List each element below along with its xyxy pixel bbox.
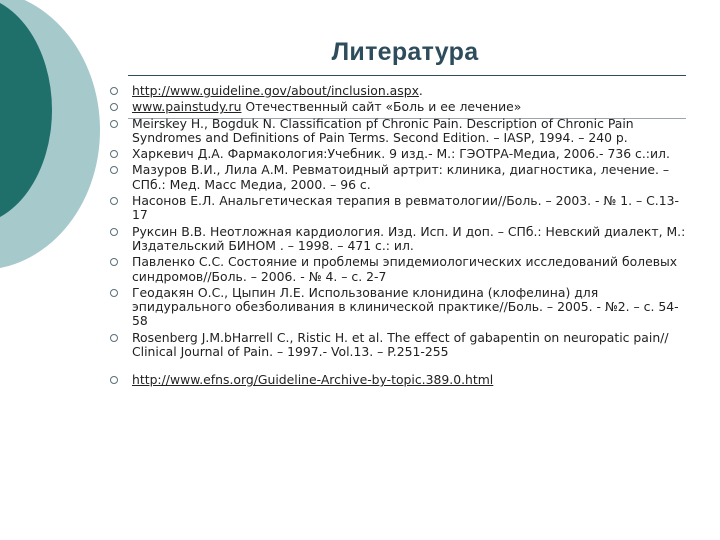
reference-item [110,100,690,114]
reference-list [110,84,690,390]
bullet-icon [110,228,118,236]
reference-text: Руксин В.В. Неотложная кардиология. Изд. Исп. И доп. – СПб.: Невский диалект, М.: Издательский БИНОМ . – 1998. – 471 с.: ил. [132,223,686,253]
bullet-icon [110,258,118,266]
reference-item [110,225,690,254]
bullet-icon [110,197,118,205]
title-divider [128,75,686,76]
bullet-icon [110,289,118,297]
reference-link[interactable]: http://www.efns.org/Guideline-Archive-by-topic.389.0.html [132,372,494,388]
reference-item [110,194,690,223]
reference-item [110,163,690,192]
bullet-icon [110,166,118,174]
reference-link[interactable]: www.painstudy.ru [132,99,242,115]
reference-item [110,255,690,284]
reference-text: Насонов Е.Л. Анальгетическая терапия в ревматологии//Боль. – 2003. - № 1. – С.13-17 [132,193,679,223]
reference-text: Геодакян О.С., Цыпин Л.Е. Использование клонидина (клофелина) для эпидурального обезболивания в клинической практике//Боль. – 2005. - №2. – с. 54-58 [132,284,679,329]
reference-item [110,147,690,161]
bullet-icon [110,103,118,111]
reference-link[interactable]: http://www.guideline.gov/about/inclusion.aspx [132,83,419,98]
page-title: Литература [331,38,479,66]
reference-item [110,286,690,329]
reference-item [110,84,690,98]
reference-text: Харкевич Д.А. Фармакология:Учебник. 9 изд.- М.: ГЭОТРА-Медиа, 2006.- 736 с.:ил. [132,146,670,162]
bullet-icon [110,120,118,128]
reference-text: . [418,83,423,98]
bullet-icon [110,150,118,158]
bullet-icon [110,334,118,342]
reference-text: Отечественный сайт «Боль и ее лечение» [241,99,522,115]
reference-text: Мазуров В.И., Лила А.М. Ревматоидный артрит: клиника, диагностика, лечение. – СПб.: Мед. Масс Медиа, 2000. – 96 с. [132,162,670,192]
reference-item [110,373,690,387]
reference-text: Rosenberg J.M.bHarrell C., Ristic H. et al. The effect of gabapentin on neuropatic pain// Clinical Journal of Pain. – 1997.- Vol.13. – P.251-255 [132,329,669,360]
reference-item [110,331,690,360]
reference-text: Павленко С.С. Состояние и проблемы эпидемиологических исследований болевых синдромов//Боль. – 2006. - № 4. – с. 2-7 [132,254,678,284]
bullet-icon [110,87,118,95]
reference-item [110,117,690,146]
reference-text: Meirskey H., Bogduk N. Classification pf Chronic Pain. Description of Chronic Pain Syndromes and Definitions of Pain Terms. Second Edition. – IASP, 1994. – 240 p. [132,115,634,145]
bullet-icon [110,376,118,384]
